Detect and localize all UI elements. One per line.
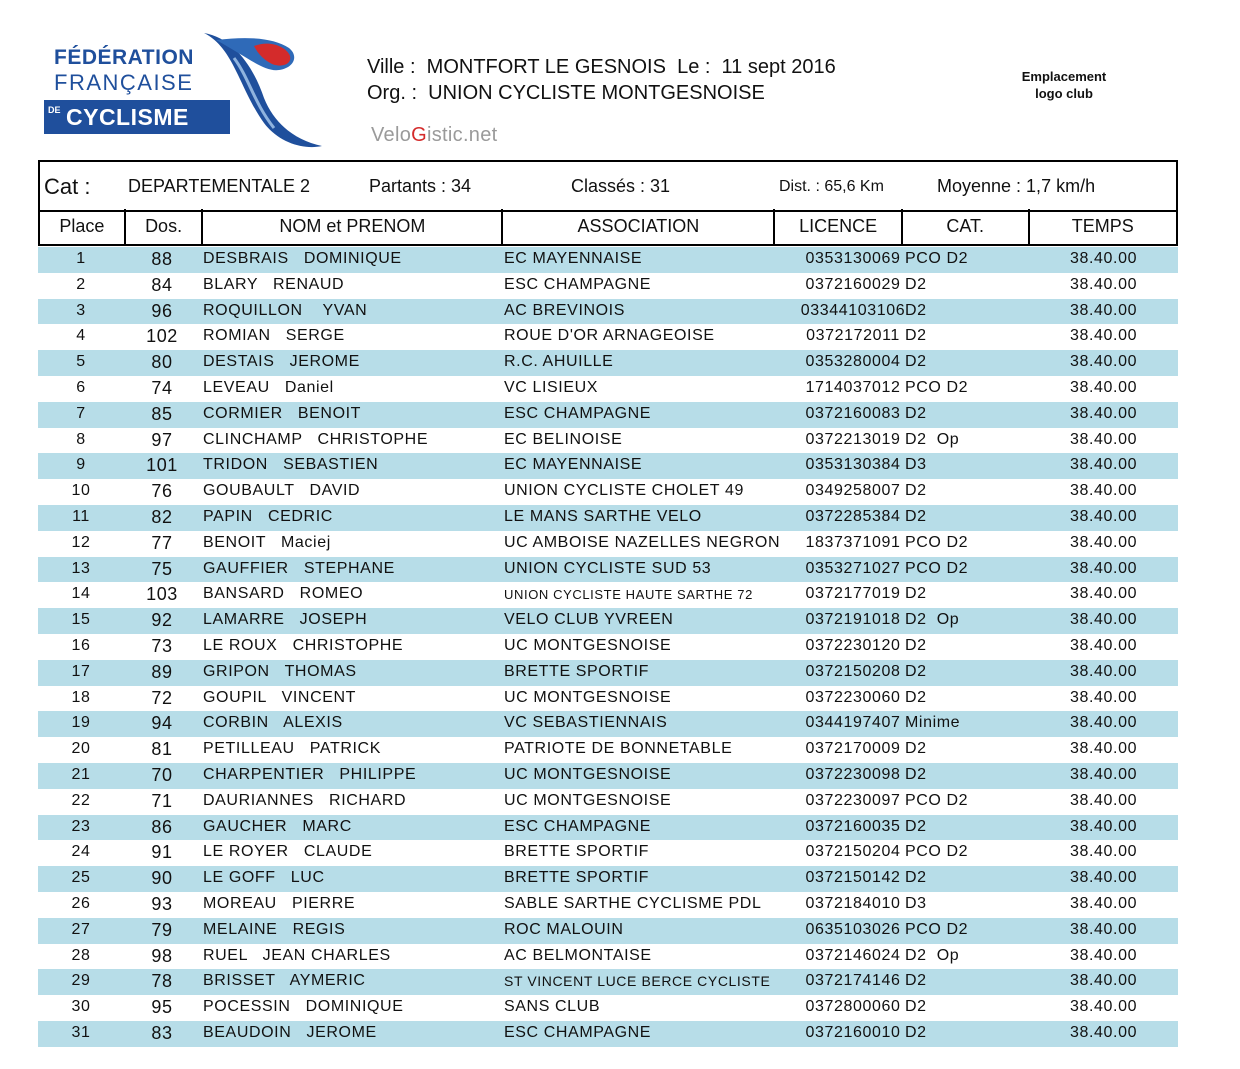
licence-cell: 0372146024 xyxy=(805,946,901,964)
table-row xyxy=(38,840,1178,866)
table-row xyxy=(38,428,1178,454)
licence-cell: 0372230098 xyxy=(805,765,901,783)
dossard-cell: 80 xyxy=(151,352,173,373)
name-cell: GOUBAULT DAVID xyxy=(203,482,361,500)
time-cell: 38.40.00 xyxy=(1070,636,1138,654)
dossard-cell: 84 xyxy=(151,274,173,295)
table-row xyxy=(38,866,1178,892)
table-row xyxy=(38,1021,1178,1047)
association-cell: VELO CLUB YVREEN xyxy=(504,611,674,629)
licence-cell: 0372184010 xyxy=(805,894,901,912)
licence-cell: 0372160010 xyxy=(805,1023,901,1041)
category-cell: D2 xyxy=(905,972,927,990)
place-cell: 31 xyxy=(71,1023,91,1041)
association-cell: ROUE D'OR ARNAGEOISE xyxy=(504,327,715,345)
licence-cell: 0372230060 xyxy=(805,688,901,706)
name-cell: GOUPIL VINCENT xyxy=(203,688,357,706)
category-cell: D2 Op xyxy=(905,611,960,629)
dossard-cell: 83 xyxy=(151,1022,173,1043)
time-cell: 38.40.00 xyxy=(1070,972,1138,990)
name-cell: GAUCHER MARC xyxy=(203,817,352,835)
dossard-cell: 86 xyxy=(151,816,173,837)
category-cell: D2 xyxy=(905,688,927,706)
category-cell: D2 xyxy=(905,869,927,887)
time-cell: 38.40.00 xyxy=(1070,301,1138,319)
category-cell: PCO D2 xyxy=(905,559,969,577)
dossard-cell: 92 xyxy=(151,610,173,631)
time-cell: 38.40.00 xyxy=(1070,482,1138,500)
dossard-cell: 98 xyxy=(151,945,173,966)
category-cell: D2 Op xyxy=(905,946,960,964)
category-cell: PCO D2 xyxy=(905,920,969,938)
name-cell: DESTAIS JEROME xyxy=(203,353,360,371)
licence-cell: 0372230120 xyxy=(805,636,901,654)
category-cell: D2 xyxy=(905,327,927,345)
licence-cell: 1714037012 xyxy=(805,378,901,396)
cyclist-swoosh-icon xyxy=(194,28,324,153)
place-cell: 9 xyxy=(76,456,86,474)
time-cell: 38.40.00 xyxy=(1070,404,1138,422)
association-cell: R.C. AHUILLE xyxy=(504,353,614,371)
table-row xyxy=(38,969,1178,995)
name-cell: BENOIT Maciej xyxy=(203,533,331,551)
time-cell: 38.40.00 xyxy=(1070,1023,1138,1041)
dossard-cell: 70 xyxy=(151,764,173,785)
table-row xyxy=(38,634,1178,660)
association-cell: ESC CHAMPAGNE xyxy=(504,1023,652,1041)
average-speed: Moyenne : 1,7 km/h xyxy=(937,176,1096,196)
place-cell: 14 xyxy=(71,585,91,603)
association-cell: UNION CYCLISTE CHOLET 49 xyxy=(504,482,744,500)
table-row xyxy=(38,479,1178,505)
place-cell: 8 xyxy=(76,430,86,448)
place-cell: 17 xyxy=(71,662,91,680)
velogistic-part-a: Velo xyxy=(371,124,412,146)
name-cell: LE GOFF LUC xyxy=(203,869,325,887)
association-cell: SABLE SARTHE CYCLISME PDL xyxy=(504,894,762,912)
column-header-dossard: Dos. xyxy=(126,209,204,244)
name-cell: CLINCHAMP CHRISTOPHE xyxy=(203,430,429,448)
name-cell: PETILLEAU PATRICK xyxy=(203,740,381,758)
time-cell: 38.40.00 xyxy=(1070,559,1138,577)
logo-line-3: CYCLISME xyxy=(66,104,189,130)
place-cell: 2 xyxy=(76,275,86,293)
place-cell: 6 xyxy=(76,378,86,396)
dossard-cell: 89 xyxy=(151,661,173,682)
association-cell: VC SEBASTIENNAIS xyxy=(504,714,668,732)
name-cell: BANSARD ROMEO xyxy=(203,585,364,603)
dossard-cell: 95 xyxy=(151,997,173,1018)
table-row xyxy=(38,299,1178,325)
name-cell: ROMIAN SERGE xyxy=(203,327,345,345)
category-cell: D3 xyxy=(905,456,927,474)
name-cell: LAMARRE JOSEPH xyxy=(203,611,368,629)
category-cell: PCO D2 xyxy=(905,843,969,861)
time-cell: 38.40.00 xyxy=(1070,430,1138,448)
association-cell: EC BELINOISE xyxy=(504,430,623,448)
place-cell: 27 xyxy=(71,920,91,938)
dossard-cell: 94 xyxy=(151,713,173,734)
association-cell: AC BREVINOIS xyxy=(504,301,626,319)
category-cell: D2 xyxy=(905,765,927,783)
time-cell: 38.40.00 xyxy=(1070,378,1138,396)
time-cell: 38.40.00 xyxy=(1070,456,1138,474)
name-cell: DESBRAIS DOMINIQUE xyxy=(203,250,402,267)
place-cell: 13 xyxy=(71,559,91,577)
time-cell: 38.40.00 xyxy=(1070,507,1138,525)
licence-cell: 03344103106 xyxy=(800,301,906,319)
association-cell: VC LISIEUX xyxy=(504,378,599,396)
name-cell: CORMIER BENOIT xyxy=(203,404,362,422)
time-cell: 38.40.00 xyxy=(1070,275,1138,293)
table-row xyxy=(38,557,1178,583)
category-cell: PCO D2 xyxy=(905,791,969,809)
velogistic-part-b: istic.net xyxy=(427,124,498,146)
place-cell: 18 xyxy=(71,688,91,706)
dossard-cell: 73 xyxy=(151,635,173,656)
association-cell: ST VINCENT LUCE BERCE CYCLISTE xyxy=(504,973,771,990)
licence-cell: 0353271027 xyxy=(805,559,901,577)
licence-cell: 0372177019 xyxy=(805,585,901,603)
place-cell: 26 xyxy=(71,894,91,912)
dossard-cell: 101 xyxy=(146,455,178,476)
licence-cell: 0349258007 xyxy=(805,482,901,500)
place-cell: 23 xyxy=(71,817,91,835)
place-cell: 16 xyxy=(71,636,91,654)
velogistic-brand xyxy=(371,124,498,147)
time-cell: 38.40.00 xyxy=(1070,843,1138,861)
category-name: DEPARTEMENTALE 2 xyxy=(128,176,311,196)
place-cell: 24 xyxy=(71,843,91,861)
category-cell: D2 xyxy=(905,275,927,293)
time-cell: 38.40.00 xyxy=(1070,869,1138,887)
licence-cell: 0353130069 xyxy=(805,250,901,267)
licence-cell: 0372285384 xyxy=(805,507,901,525)
association-cell: UC MONTGESNOISE xyxy=(504,688,672,706)
category-cell: Minime xyxy=(905,714,961,732)
category-cell: D2 xyxy=(905,585,927,603)
time-cell: 38.40.00 xyxy=(1070,353,1138,371)
name-cell: LE ROYER CLAUDE xyxy=(203,843,373,861)
time-cell: 38.40.00 xyxy=(1070,585,1138,603)
place-cell: 10 xyxy=(71,482,91,500)
starters-count: Partants : 34 xyxy=(369,176,472,196)
name-cell: BRISSET AYMERIC xyxy=(203,972,366,990)
table-row xyxy=(38,376,1178,402)
dossard-cell: 77 xyxy=(151,532,173,553)
category-cell: D2 xyxy=(905,817,927,835)
name-cell: CHARPENTIER PHILIPPE xyxy=(203,765,417,783)
association-cell: UC MONTGESNOISE xyxy=(504,791,672,809)
name-cell: RUEL JEAN CHARLES xyxy=(203,946,391,964)
dossard-cell: 74 xyxy=(151,377,173,398)
venue-date-line: Ville : MONTFORT LE GESNOIS Le : 11 sept 2016 xyxy=(367,56,836,78)
table-row xyxy=(38,531,1178,557)
table-row xyxy=(38,247,1178,273)
logo-line-1: FÉDÉRATION xyxy=(54,46,194,69)
velogistic-part-g: G xyxy=(411,124,427,146)
table-row xyxy=(38,815,1178,841)
column-header-name: NOM et PRENOM xyxy=(203,209,503,244)
time-cell: 38.40.00 xyxy=(1070,894,1138,912)
table-row xyxy=(38,324,1178,350)
category-cell: PCO D2 xyxy=(905,378,969,396)
category-cell: D2 xyxy=(905,1023,927,1041)
time-cell: 38.40.00 xyxy=(1070,946,1138,964)
name-cell: LEVEAU Daniel xyxy=(203,378,334,396)
time-cell: 38.40.00 xyxy=(1070,791,1138,809)
name-cell: ROQUILLON YVAN xyxy=(203,301,368,319)
licence-cell: 0372160035 xyxy=(805,817,901,835)
dossard-cell: 91 xyxy=(151,842,173,863)
place-cell: 1 xyxy=(76,250,86,267)
club-logo-placeholder xyxy=(1005,68,1123,102)
dossard-cell: 72 xyxy=(151,687,173,708)
table-row xyxy=(38,505,1178,531)
dossard-cell: 71 xyxy=(151,790,173,811)
race-distance: Dist. : 65,6 Km xyxy=(779,178,884,195)
category-cell: D2 xyxy=(905,482,927,500)
licence-cell: 0372160029 xyxy=(805,275,901,293)
logo-de: DE xyxy=(48,105,61,115)
association-cell: ROC MALOUIN xyxy=(504,920,624,938)
licence-cell: 0372150208 xyxy=(805,662,901,680)
dossard-cell: 85 xyxy=(151,403,173,424)
table-row xyxy=(38,402,1178,428)
association-cell: EC MAYENNAISE xyxy=(504,250,643,267)
licence-cell: 0353280004 xyxy=(805,353,901,371)
time-cell: 38.40.00 xyxy=(1070,765,1138,783)
dossard-cell: 79 xyxy=(151,919,173,940)
category-cell: D2 xyxy=(905,507,927,525)
category-cell: D2 xyxy=(905,740,927,758)
licence-cell: 0372213019 xyxy=(805,430,901,448)
table-row xyxy=(38,686,1178,712)
association-cell: UC MONTGESNOISE xyxy=(504,636,672,654)
time-cell: 38.40.00 xyxy=(1070,250,1138,267)
dossard-cell: 78 xyxy=(151,971,173,992)
category-cell: PCO D2 xyxy=(905,250,969,267)
licence-cell: 0372191018 xyxy=(805,611,901,629)
licence-cell: 0635103026 xyxy=(805,920,901,938)
table-row xyxy=(38,995,1178,1021)
association-cell: UC MONTGESNOISE xyxy=(504,765,672,783)
category-cell: D2 xyxy=(905,998,927,1016)
place-cell: 4 xyxy=(76,327,86,345)
club-logo-line-1: Emplacement xyxy=(1021,69,1107,84)
dossard-cell: 82 xyxy=(151,506,173,527)
association-cell: AC BELMONTAISE xyxy=(504,946,652,964)
results-table-body xyxy=(38,247,1178,1047)
name-cell: MELAINE REGIS xyxy=(203,920,346,938)
table-row xyxy=(38,892,1178,918)
licence-cell: 0344197407 xyxy=(805,714,901,732)
dossard-cell: 81 xyxy=(151,739,173,760)
licence-cell: 0372230097 xyxy=(805,791,901,809)
time-cell: 38.40.00 xyxy=(1070,817,1138,835)
ranked-count: Classés : 31 xyxy=(571,176,671,196)
licence-cell: 0372160083 xyxy=(805,404,901,422)
column-header-licence: LICENCE xyxy=(775,209,903,244)
time-cell: 38.40.00 xyxy=(1070,714,1138,732)
place-cell: 20 xyxy=(71,740,91,758)
place-cell: 30 xyxy=(71,998,91,1016)
dossard-cell: 93 xyxy=(151,893,173,914)
name-cell: GAUFFIER STEPHANE xyxy=(203,559,395,577)
association-cell: EC MAYENNAISE xyxy=(504,456,643,474)
licence-cell: 0372170009 xyxy=(805,740,901,758)
association-cell: LE MANS SARTHE VELO xyxy=(504,507,702,525)
time-cell: 38.40.00 xyxy=(1070,327,1138,345)
name-cell: GRIPON THOMAS xyxy=(203,662,357,680)
table-row xyxy=(38,737,1178,763)
category-bar xyxy=(38,160,1178,212)
place-cell: 22 xyxy=(71,791,91,809)
place-cell: 29 xyxy=(71,972,91,990)
name-cell: BEAUDOIN JEROME xyxy=(203,1023,377,1041)
association-cell: ESC CHAMPAGNE xyxy=(504,404,652,422)
organizer-line: Org. : UNION CYCLISTE MONTGESNOISE xyxy=(367,82,765,104)
column-header-association: ASSOCIATION xyxy=(503,209,775,244)
association-cell: BRETTE SPORTIF xyxy=(504,843,650,861)
dossard-cell: 103 xyxy=(146,584,178,605)
results-table-header xyxy=(38,209,1178,246)
association-cell: UNION CYCLISTE SUD 53 xyxy=(504,559,712,577)
table-row xyxy=(38,711,1178,737)
dossard-cell: 96 xyxy=(151,300,173,321)
place-cell: 28 xyxy=(71,946,91,964)
table-row xyxy=(38,660,1178,686)
place-cell: 19 xyxy=(71,714,91,732)
dossard-cell: 76 xyxy=(151,481,173,502)
table-row xyxy=(38,608,1178,634)
category-cell: D2 xyxy=(905,662,927,680)
licence-cell: 0372800060 xyxy=(805,998,901,1016)
association-cell: SANS CLUB xyxy=(504,998,601,1016)
licence-cell: 1837371091 xyxy=(805,533,901,551)
category-cell: D2 xyxy=(905,301,927,319)
place-cell: 12 xyxy=(71,533,91,551)
category-cell: PCO D2 xyxy=(905,533,969,551)
table-row xyxy=(38,763,1178,789)
name-cell: TRIDON SEBASTIEN xyxy=(203,456,379,474)
licence-cell: 0353130384 xyxy=(805,456,901,474)
place-cell: 25 xyxy=(71,869,91,887)
association-cell: BRETTE SPORTIF xyxy=(504,869,650,887)
place-cell: 7 xyxy=(76,404,86,422)
name-cell: DAURIANNES RICHARD xyxy=(203,791,407,809)
time-cell: 38.40.00 xyxy=(1070,920,1138,938)
licence-cell: 0372174146 xyxy=(805,972,901,990)
association-cell: UC AMBOISE NAZELLES NEGRON xyxy=(504,533,781,551)
dossard-cell: 75 xyxy=(151,558,173,579)
time-cell: 38.40.00 xyxy=(1070,998,1138,1016)
association-cell: UNION CYCLISTE HAUTE SARTHE 72 xyxy=(504,587,753,603)
time-cell: 38.40.00 xyxy=(1070,688,1138,706)
name-cell: POCESSIN DOMINIQUE xyxy=(203,998,404,1016)
dossard-cell: 88 xyxy=(151,249,173,269)
licence-cell: 0372150204 xyxy=(805,843,901,861)
place-cell: 15 xyxy=(71,611,91,629)
category-cell: D2 xyxy=(905,636,927,654)
association-cell: ESC CHAMPAGNE xyxy=(504,275,652,293)
name-cell: BLARY RENAUD xyxy=(203,275,345,293)
category-cell: D2 Op xyxy=(905,430,960,448)
table-row xyxy=(38,918,1178,944)
time-cell: 38.40.00 xyxy=(1070,740,1138,758)
dossard-cell: 97 xyxy=(151,429,173,450)
time-cell: 38.40.00 xyxy=(1070,662,1138,680)
time-cell: 38.40.00 xyxy=(1070,533,1138,551)
category-cell: D2 xyxy=(905,404,927,422)
time-cell: 38.40.00 xyxy=(1070,611,1138,629)
table-row xyxy=(38,582,1178,608)
dossard-cell: 90 xyxy=(151,868,173,889)
category-cell: D3 xyxy=(905,894,927,912)
category-cell: D2 xyxy=(905,353,927,371)
licence-cell: 0372150142 xyxy=(805,869,901,887)
place-cell: 3 xyxy=(76,301,86,319)
table-row xyxy=(38,944,1178,970)
place-cell: 5 xyxy=(76,353,86,371)
table-row xyxy=(38,789,1178,815)
place-cell: 21 xyxy=(71,765,91,783)
ffc-logo xyxy=(44,28,324,153)
association-cell: ESC CHAMPAGNE xyxy=(504,817,652,835)
table-row xyxy=(38,453,1178,479)
table-row xyxy=(38,273,1178,299)
place-cell: 11 xyxy=(72,507,90,525)
name-cell: MOREAU PIERRE xyxy=(203,894,356,912)
table-row xyxy=(38,350,1178,376)
association-cell: PATRIOTE DE BONNETABLE xyxy=(504,740,733,758)
association-cell: BRETTE SPORTIF xyxy=(504,662,650,680)
name-cell: CORBIN ALEXIS xyxy=(203,714,343,732)
name-cell: LE ROUX CHRISTOPHE xyxy=(203,636,404,654)
column-header-place: Place xyxy=(40,209,126,244)
name-cell: PAPIN CEDRIC xyxy=(203,507,333,525)
logo-line-2: FRANÇAISE xyxy=(54,70,194,95)
category-label: Cat : xyxy=(44,174,91,199)
column-header-category: CAT. xyxy=(903,209,1030,244)
column-header-time: TEMPS xyxy=(1071,216,1134,236)
dossard-cell: 102 xyxy=(146,326,178,347)
licence-cell: 0372172011 xyxy=(806,327,900,345)
club-logo-line-2: logo club xyxy=(1035,86,1093,101)
